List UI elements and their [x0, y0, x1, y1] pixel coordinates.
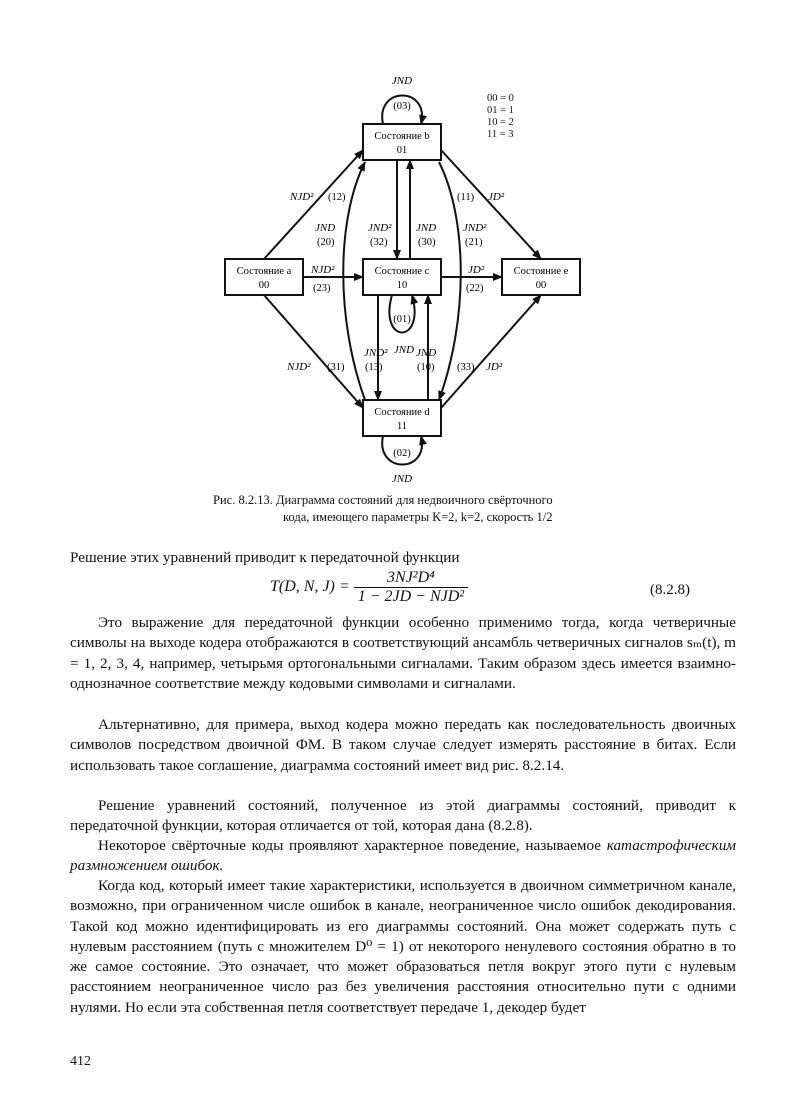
loop-number: (02): [393, 448, 411, 459]
edge-number: (10): [417, 362, 435, 373]
edge-label: JND²: [368, 222, 392, 234]
edge-c-d: [364, 295, 388, 400]
edge-b-e: [441, 150, 541, 259]
paragraph-text: Некоторое свёрточные коды проявляют характерное поведение, называемое: [98, 837, 602, 854]
edge-label: NJD²: [311, 264, 335, 276]
edge-a-b: [264, 150, 363, 259]
figure-caption-line-1: Рис. 8.2.13. Диаграмма состояний для недвоичного свёрточного: [213, 493, 553, 507]
legend-line: 10 = 2: [487, 117, 514, 128]
edge-number: (20): [317, 237, 335, 248]
edge-label: JD²: [486, 361, 503, 373]
state-box-c: [363, 259, 441, 295]
edge-a-c: [303, 264, 363, 294]
edge-label: NJD²: [287, 361, 311, 373]
paragraph: Когда код, который имеет такие характеристики, используется в двоичном симметричном канале, возможно, при ограниченном числе ошибок в канале, неограниченное число ошибок декодирования. Такой код можно идентифицировать из его диаграммы состояний. Она может содержать путь с нулевым расстоянием (путь с множителем D⁰ = 1) от некоторого ненулевого состояния обратно в то же самое состояние. Это означает, что может образоваться петля вокруг этого пути с нулевым расстоянием неограниченное число раз без увеличения расстояния относительно пути с одними нулями. Но если эта собственная петля соответствует передаче 1, декодер будет: [70, 877, 736, 1016]
loop-d: [382, 436, 422, 485]
state-title: Состояние e: [513, 266, 569, 277]
state-title: Состояние c: [374, 266, 430, 277]
edge-d-e: [441, 295, 541, 408]
paragraph: [70, 836, 736, 877]
edge-label: JND: [416, 222, 437, 234]
edge-label: JND²: [463, 222, 487, 234]
equation-number: (8.2.8): [650, 582, 690, 598]
paragraph: Решение уравнений состояний, полученное из этой диаграммы состояний, приводит к передаточной функции, которая отличается от той, которая дана (8.2.8).: [70, 797, 736, 835]
figure-caption-line-2: кода, имеющего параметры K=2, k=2, скорость 1/2: [283, 510, 553, 524]
state-code: 01: [396, 145, 408, 156]
edge-number: (31): [327, 362, 345, 373]
state-box-a: [225, 259, 303, 295]
state-code: 00: [258, 280, 270, 291]
edge-label: JND: [416, 347, 437, 359]
legend: [487, 93, 514, 140]
loop-number: (01): [393, 314, 411, 325]
state-box-b: [363, 124, 441, 160]
edge-number: (12): [328, 192, 346, 203]
state-title: Состояние a: [236, 266, 292, 277]
formula-lhs: T(D, N, J) =: [270, 578, 350, 596]
edge-number: (13): [365, 362, 383, 373]
state-diagram: [0, 0, 796, 495]
edge-number: (23): [313, 283, 331, 294]
edge-label: JD²: [488, 191, 505, 203]
transfer-function-formula: [270, 569, 468, 606]
edge-b-c: [368, 160, 397, 259]
formula-denominator: 1 − 2JD − NJD²: [357, 588, 465, 605]
edge-c-b: [410, 160, 436, 259]
edge-c-e: [441, 264, 502, 294]
edge-number: (21): [465, 237, 483, 248]
paragraph: Альтернативно, для примера, выход кодера можно передать как последовательность двоичных символов посредством двоичной ФМ. В таком случае следует измерять расстояние в битах. Если использовать такое соглашение, диаграмма состояний имеет вид рис. 8.2.14.: [70, 716, 736, 774]
formula-numerator: 3NJ²D⁴: [354, 569, 468, 588]
edge-label: JND²: [364, 347, 388, 359]
state-code: 10: [396, 280, 408, 291]
state-code: 11: [396, 421, 408, 432]
state-box-d: [363, 400, 441, 436]
legend-line: 11 = 3: [487, 129, 514, 140]
edge-a-d: [264, 295, 363, 408]
edge-number: (32): [370, 237, 388, 248]
loop-b: [382, 75, 422, 124]
loop-number: (03): [393, 101, 411, 112]
intro-paragraph: Решение этих уравнений приводит к передаточной функции: [70, 549, 460, 566]
page-number: 412: [70, 1054, 91, 1069]
paragraph: Это выражение для передаточной функции особенно применимо тогда, когда четверичные символы на выходе кодера отображаются в соответствующий ансамбль четверичных сигналов sₘ(t), m = 1, 2, 3, 4, например, четырьмя ортогональными сигналами. Таким образом здесь имеется взаимно-однозначное соответствие между кодовыми символами и сигналами.: [70, 614, 736, 692]
loop-label: JND: [391, 473, 413, 485]
state-title: Состояние d: [374, 407, 430, 418]
state-title: Состояние b: [374, 131, 430, 142]
edge-label: NJD²: [290, 191, 314, 203]
edge-number: (30): [418, 237, 436, 248]
state-code: 00: [535, 280, 547, 291]
loop-label: JND: [393, 344, 415, 356]
formula-fraction: [354, 569, 468, 606]
loop-label: JND: [391, 75, 413, 87]
edge-number: (22): [466, 283, 484, 294]
edge-number: (33): [457, 362, 475, 373]
state-box-e: [502, 259, 580, 295]
legend-line: 01 = 1: [487, 105, 514, 116]
loop-c: [389, 295, 414, 356]
edge-label: JND: [315, 222, 336, 234]
emphasized-term: катастрофическим размножением ошибок.: [70, 837, 736, 875]
edge-d-c: [416, 295, 436, 400]
legend-line: 00 = 0: [487, 93, 514, 104]
edge-label: JD²: [468, 264, 485, 276]
edge-number: (11): [457, 192, 475, 203]
